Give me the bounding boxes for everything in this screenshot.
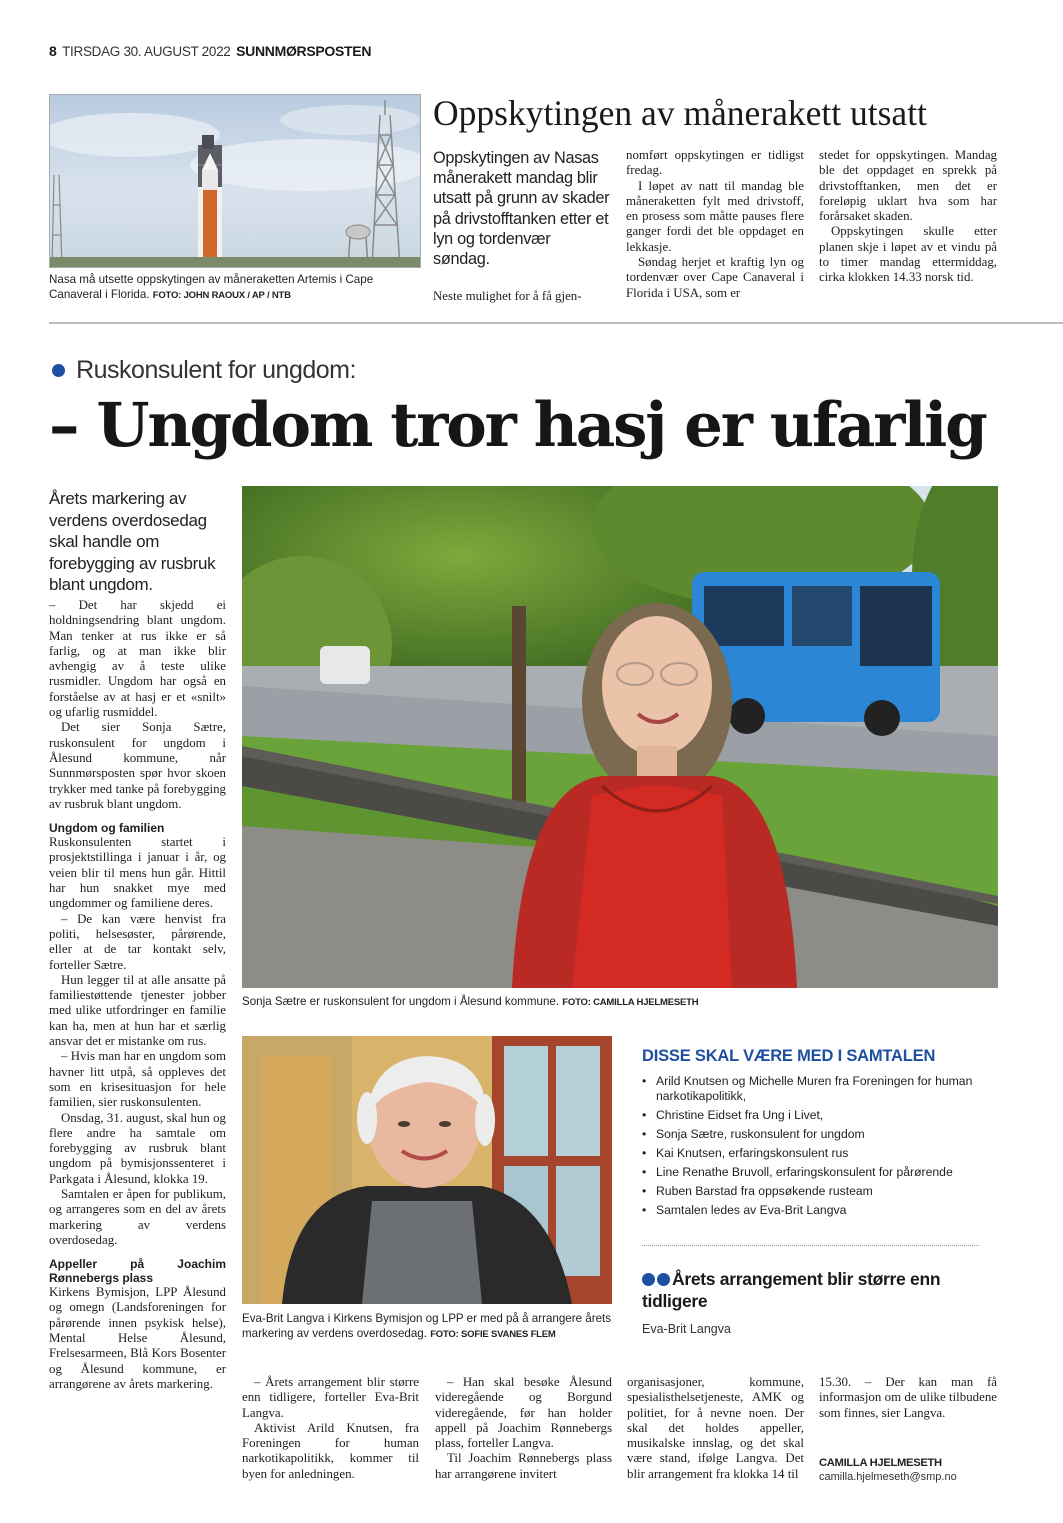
rocket-photo-image <box>50 95 420 267</box>
top-story-col3 <box>819 148 997 286</box>
byline-name: CAMILLA HJELMESETH <box>819 1457 942 1469</box>
main-headline: – Ungdom tror hasj er ufarlig <box>49 390 986 461</box>
paragraph: Ruskonsulenten startet i prosjektstillinga i januar i år, og veien blir til mens hun går. Hittil har hun snakket mye med ungdommer og familiene deres. <box>49 835 226 911</box>
kicker-text: Ruskonsulent for ungdom: <box>76 356 356 384</box>
rocket-photo-caption <box>49 272 421 303</box>
main-col1 <box>49 598 226 1392</box>
photo-credit: FOTO: JOHN RAOUX / AP / NTB <box>152 290 291 301</box>
caption-text: Nasa må utsette oppskytingen av måneraketten Artemis i Cape Canaveral i Florida. <box>49 273 374 301</box>
subheading: Appeller på Joachim Rønnebergs plass <box>49 1257 226 1286</box>
paragraph: Oppskytingen skulle etter planen skje i løpet av et vindu på to timer mandag ettermiddag, cirka klokken 14.33 norsk tid. <box>819 224 997 285</box>
sonja-photo-image <box>242 486 998 988</box>
paragraph: organisasjoner, kommune, spesialisthelsetjeneste, AMK og politiet, for å nevne noen. Der skal det holdes appeller, musikalske innslag, og det skal være stand, ifølge Langva. Det blir arrangement fra klokka 14 til <box>627 1375 804 1481</box>
list-item: • Arild Knutsen og Michelle Muren fra Foreningen for human narkotikapolitikk, <box>642 1074 994 1103</box>
byline <box>819 1456 997 1484</box>
byline-email: camilla.hjelmeseth@smp.no <box>819 1471 957 1483</box>
rocket-photo <box>49 94 421 268</box>
header-date: TIRSDAG 30. AUGUST 2022 <box>62 44 231 59</box>
bottom-col3 <box>627 1375 804 1482</box>
paragraph: stedet for oppskytingen. Mandag ble det oppdaget en sprekk på drivstofftanken, men det er foreløpig uklart hva som har forårsaket skaden. <box>819 148 997 224</box>
sonja-photo-caption <box>242 994 998 1010</box>
page-header <box>49 42 371 61</box>
kicker <box>52 356 356 385</box>
factbox-divider <box>642 1245 979 1246</box>
factbox-list <box>642 1074 994 1218</box>
quote-text: Årets arrangement blir større enn tidligere <box>642 1269 941 1311</box>
paragraph: – Han skal besøke Ålesund videregående og Borgund videregående, før han holder appell på Joachim Rønnebergs plass, forteller Langva. <box>435 1375 612 1451</box>
paragraph: Hun legger til at alle ansatte på familiestøttende tjenester jobber med ulike utfordringer en familie kan ha, men at hun har et særlig ansvar det er mistanke om rus. <box>49 972 226 1049</box>
quote-source: Eva-Brit Langva <box>642 1322 731 1336</box>
list-item: • Christine Eidset fra Ung i Livet, <box>642 1108 994 1123</box>
paragraph: – De kan være henvist fra politi, helsesøster, pårørende, eller at de tar kontakt selv, forteller Sætre. <box>49 911 226 972</box>
eva-brit-photo <box>242 1036 612 1304</box>
paragraph: – Det har skjedd ei holdningsendring blant ungdom. Man tenker at rus ikke er så farlig, og at man ikke blir avhengig av å teste ulike rusmidler. Ungdom har også en forståelse av at hasj er et «snilt» og ufarlig rusmiddel. <box>49 598 226 720</box>
list-item: • Kai Knutsen, erfaringskonsulent rus <box>642 1146 994 1161</box>
top-story-col1-tail <box>433 289 611 304</box>
factbox-title: DISSE SKAL VÆRE MED I SAMTALEN <box>642 1047 936 1065</box>
eva-brit-photo-image <box>242 1036 612 1304</box>
eva-brit-photo-caption <box>242 1311 614 1342</box>
paragraph: – Hvis man har en ungdom som havner litt utpå, så oppleves det som en krisesituasjon for hele familien, sier ruskonsulenten. <box>49 1049 226 1110</box>
ingress: Årets markering av verdens overdosedag skal handle om forebygging av rusbruk blant ungdom. <box>49 489 216 594</box>
paragraph: Onsdag, 31. august, skal hun og flere andre ha samtale om forebygging av rusbruk blant ungdom på bymisjonssenteret i Parkgata i Ålesund, klokka 19. <box>49 1110 226 1186</box>
paragraph: Neste mulighet for å få gjen- <box>433 289 582 303</box>
paragraph: Til Joachim Rønnebergs plass har arrangørene invitert <box>435 1451 612 1481</box>
page-number: 8 <box>49 43 57 59</box>
bottom-col1 <box>242 1375 419 1482</box>
list-item: • Samtalen ledes av Eva-Brit Langva <box>642 1203 994 1218</box>
list-item: • Sonja Sætre, ruskonsulent for ungdom <box>642 1127 994 1142</box>
section-divider <box>49 322 1063 324</box>
paragraph: Aktivist Arild Knutsen, fra Foreningen for human narkotikapolitikk, kommer til byen for anledningen. <box>242 1420 419 1481</box>
photo-credit: FOTO: CAMILLA HJELMESETH <box>562 997 699 1008</box>
publication-name: SUNNMØRSPOSTEN <box>236 43 372 59</box>
caption-text: Eva-Brit Langva i Kirkens Bymisjon og LPP er med på å arrangere årets markering av verdens overdosedag. <box>242 1312 612 1340</box>
photo-credit: FOTO: SOFIE SVANES FLEM <box>430 1329 556 1340</box>
paragraph: 15.30. – Der kan man få informasjon om de ulike tilbudene som finnes, sier Langva. <box>819 1375 997 1420</box>
factbox <box>642 1046 994 1222</box>
paragraph: Søndag herjet et kraftig lyn og tordenvær over Cape Canaveral i Florida i USA, som er <box>626 255 804 300</box>
bottom-col2 <box>435 1375 612 1482</box>
caption-text: Sonja Sætre er ruskonsulent for ungdom i Ålesund kommune. <box>242 995 560 1008</box>
paragraph: Samtalen er åpen for publikum, og arrangeres som en del av årets markering av verdens overdosedag. <box>49 1186 226 1247</box>
bullet-dot-icon <box>52 364 65 377</box>
list-item: • Ruben Barstad fra oppsøkende rusteam <box>642 1184 994 1199</box>
top-story-col2 <box>626 148 804 301</box>
subheading: Ungdom og familien <box>49 821 165 836</box>
paragraph: I løpet av natt til mandag ble måneraketten fylt med drivstoff, en prosess som måtte pauses flere ganger fordi det ble oppdaget en lekkasje. <box>626 178 804 254</box>
sonja-photo <box>242 486 998 988</box>
bottom-col4 <box>819 1375 997 1421</box>
paragraph: nomført oppskytingen er tidligst fredag. <box>626 148 804 178</box>
list-item: • Line Renathe Bruvoll, erfaringskonsulent for pårørende <box>642 1165 994 1180</box>
paragraph: Det sier Sonja Sætre, ruskonsulent for ungdom i Ålesund kommune, når Sunnmørsposten spør hvor skoen trykker med tanke på forebygging av rusbruk blant ungdom. <box>49 720 226 811</box>
quote-dots-icon <box>642 1269 672 1291</box>
paragraph: – Årets arrangement blir større enn tidligere, forteller Eva-Brit Langva. <box>242 1375 419 1420</box>
paragraph: Kirkens Bymisjon, LPP Ålesund og omegn (Landsforeningen for pårørende innen psykisk helse), Mental Helse Ålesund, Frelsesarmeen, Blå Kors Bosenter og Ålesund kommune, er arrangørene av årets markering. <box>49 1285 226 1391</box>
top-story-headline: Oppskytingen av månerakett utsatt <box>433 93 927 133</box>
pull-quote <box>642 1268 942 1336</box>
top-story-lead: Oppskytingen av Nasas månerakett mandag blir utsatt på grunn av skader på drivstofftanken etter et lyn og tordenvær søndag. <box>433 149 610 269</box>
